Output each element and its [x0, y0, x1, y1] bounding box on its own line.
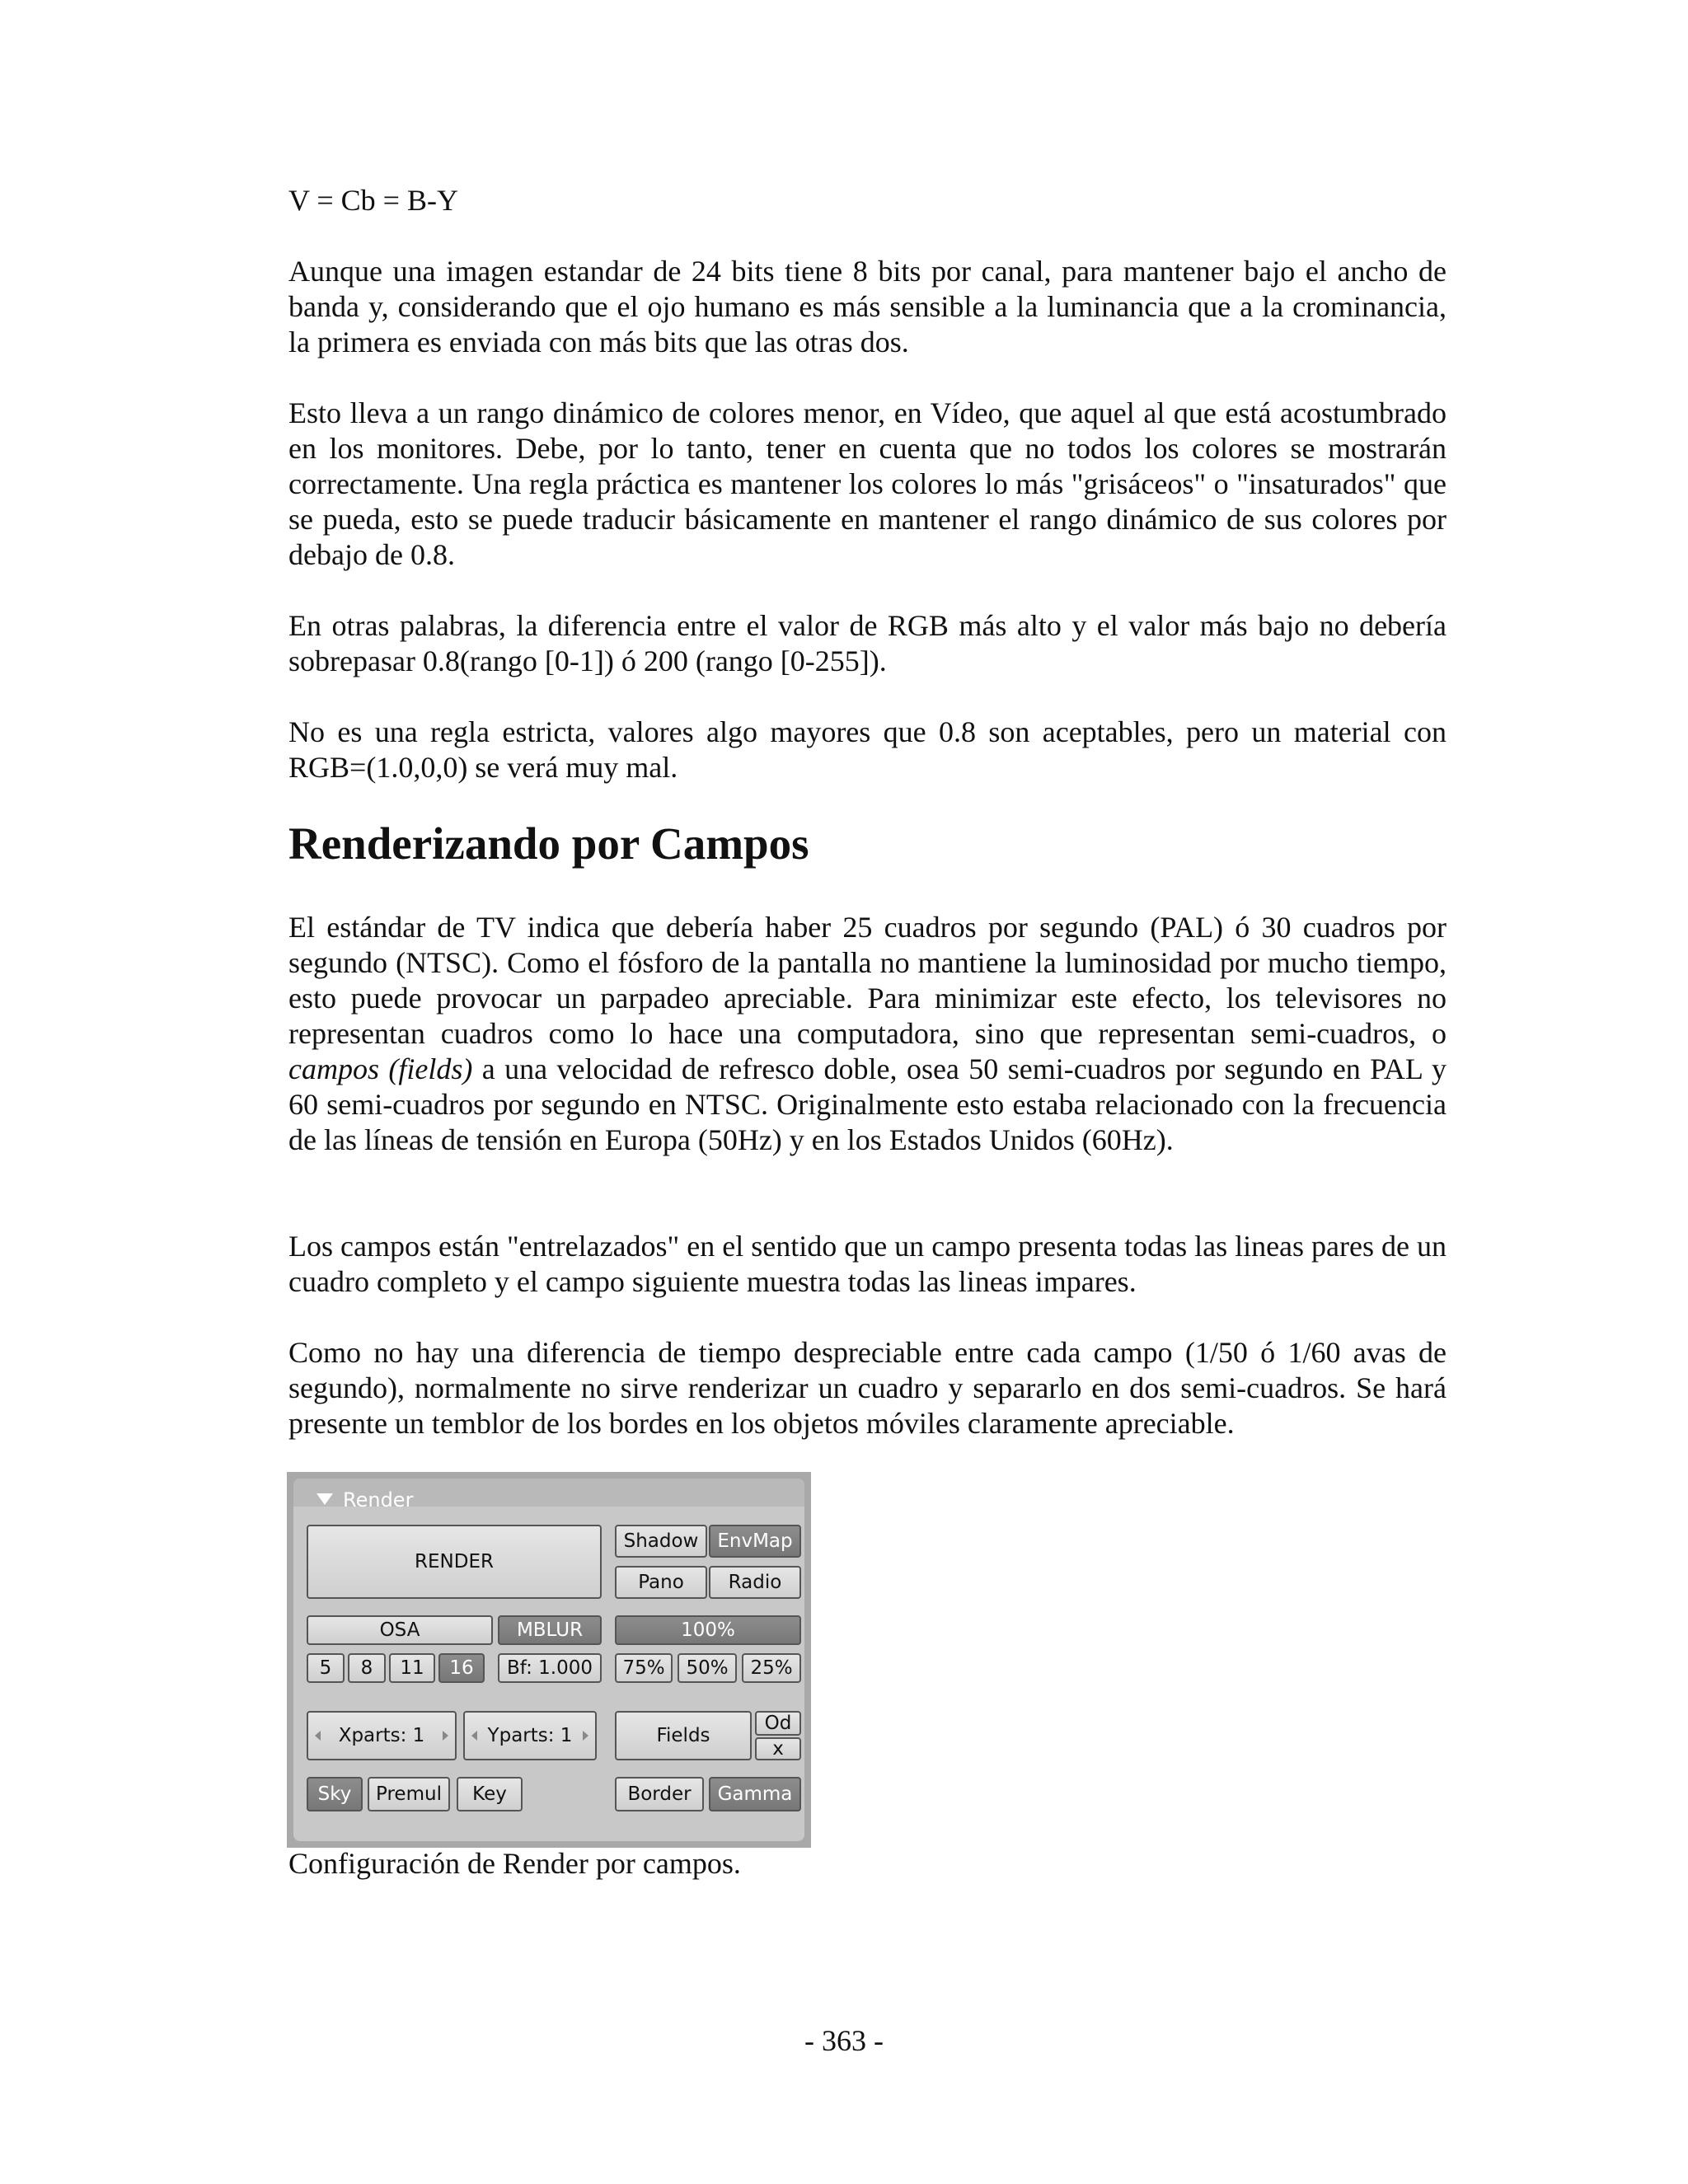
paragraph-bandwidth: Aunque una imagen estandar de 24 bits tiene 8 bits por canal, para mantener bajo el ancho de banda y, considerando que el ojo humano es más sensible a la luminancia que a la crominancia, la primera es enviada con más bits que las otras dos.: [288, 255, 1447, 359]
border-button[interactable]: Border: [615, 1777, 704, 1811]
paragraph-tv-standard-part2: a una velocidad de refresco doble, osea 50 semi-cuadros por segundo en PAL y 60 semi-cuadros por segundo en NTSC. Originalmente esto estaba relacionado con la frecuencia de las líneas de tensión en Europa (50Hz) y en los Estados Unidos (60Hz).: [288, 1052, 1447, 1156]
shadow-button[interactable]: Shadow: [615, 1525, 707, 1558]
decrement-arrow-icon[interactable]: [315, 1731, 321, 1741]
key-button[interactable]: Key: [457, 1777, 523, 1811]
yparts-label: Yparts: 1: [487, 1724, 573, 1746]
premul-button[interactable]: Premul: [368, 1777, 450, 1811]
paragraph-dynamic-range: Esto lleva a un rango dinámico de colores menor, en Vídeo, que aquel al que está acostumbrado en los monitores. Debe, por lo tanto, tener en cuenta que no todos los colores se mostrarán correctamente. Una regla práctica es mantener los colores lo más "grisáceos" o "insaturados" que se pueda, esto se puede traducir básicamente en mantener el rango dinámico de sus colores por debajo de 0.8.: [288, 396, 1447, 571]
render-button[interactable]: RENDER: [307, 1525, 602, 1599]
paragraph-tv-standard-part1: El estándar de TV indica que debería haber 25 cuadros por segundo (PAL) ó 30 cuadros por segundo (NTSC). Como el fósforo de la pantalla no mantiene la luminosidad por mucho tiempo, esto puede provocar un parpadeo apreciable. Para minimizar este efecto, los televisores no representan cuadros como lo hace una computadora, sino que representan semi-cuadros, o: [288, 911, 1447, 1050]
gamma-button[interactable]: Gamma: [709, 1777, 801, 1811]
osa-11-button[interactable]: 11: [389, 1653, 435, 1683]
field-x-button[interactable]: x: [755, 1737, 801, 1760]
fields-term: campos (fields): [288, 1052, 473, 1085]
size-50-button[interactable]: 50%: [678, 1653, 737, 1683]
render-panel-header[interactable]: [293, 1479, 804, 1511]
figure-caption: Configuración de Render por campos.: [288, 1847, 741, 1880]
envmap-button[interactable]: EnvMap: [709, 1525, 801, 1558]
paragraph-strict-rule: No es una regla estricta, valores algo mayores que 0.8 son aceptables, pero un material con RGB=(1.0,0,0) se verá muy mal.: [288, 715, 1447, 784]
fields-button[interactable]: Fields: [615, 1711, 752, 1760]
increment-arrow-icon[interactable]: [443, 1731, 448, 1741]
page-number: - 363 -: [804, 2024, 884, 2057]
mblur-button[interactable]: MBLUR: [498, 1615, 602, 1645]
pano-button[interactable]: Pano: [615, 1566, 707, 1599]
osa-16-button[interactable]: 16: [438, 1653, 485, 1683]
collapse-triangle-icon[interactable]: [316, 1493, 333, 1505]
xparts-field[interactable]: [307, 1711, 457, 1760]
render-panel: [287, 1472, 811, 1848]
yparts-field[interactable]: [463, 1711, 597, 1760]
paragraph-field-timing: Como no hay una diferencia de tiempo despreciable entre cada campo (1/50 ó 1/60 avas de segundo), normalmente no sirve renderizar un cuadro y separarlo en dos semi-cuadros. Se hará presente un temblor de los bordes en los objetos móviles claramente apreciable.: [288, 1336, 1447, 1440]
formula-line: V = Cb = B-Y: [288, 184, 458, 217]
osa-button[interactable]: OSA: [307, 1615, 493, 1645]
paragraph-rgb-difference: En otras palabras, la diferencia entre el valor de RGB más alto y el valor más bajo no debería sobrepasar 0.8(rango [0-1]) ó 200 (rango [0-255]).: [288, 609, 1447, 677]
increment-arrow-icon[interactable]: [583, 1731, 588, 1741]
section-heading: Renderizando por Campos: [288, 818, 809, 869]
xparts-label: Xparts: 1: [338, 1724, 425, 1746]
osa-5-button[interactable]: 5: [307, 1653, 345, 1683]
decrement-arrow-icon[interactable]: [471, 1731, 477, 1741]
size-100-button[interactable]: 100%: [615, 1615, 801, 1645]
size-25-button[interactable]: 25%: [742, 1653, 801, 1683]
render-panel-title: Render: [343, 1488, 414, 1511]
paragraph-tv-standard: [288, 910, 1447, 1158]
paragraph-interlaced: Los campos están "entrelazados" en el sentido que un campo presenta todas las lineas pares de un cuadro completo y el campo siguiente muestra todas las lineas impares.: [288, 1230, 1447, 1298]
blur-factor-field[interactable]: Bf: 1.000: [498, 1653, 602, 1683]
sky-button[interactable]: Sky: [307, 1777, 363, 1811]
odd-field-button[interactable]: Od: [755, 1711, 801, 1736]
size-75-button[interactable]: 75%: [615, 1653, 673, 1683]
radio-button[interactable]: Radio: [709, 1566, 801, 1599]
osa-8-button[interactable]: 8: [348, 1653, 386, 1683]
